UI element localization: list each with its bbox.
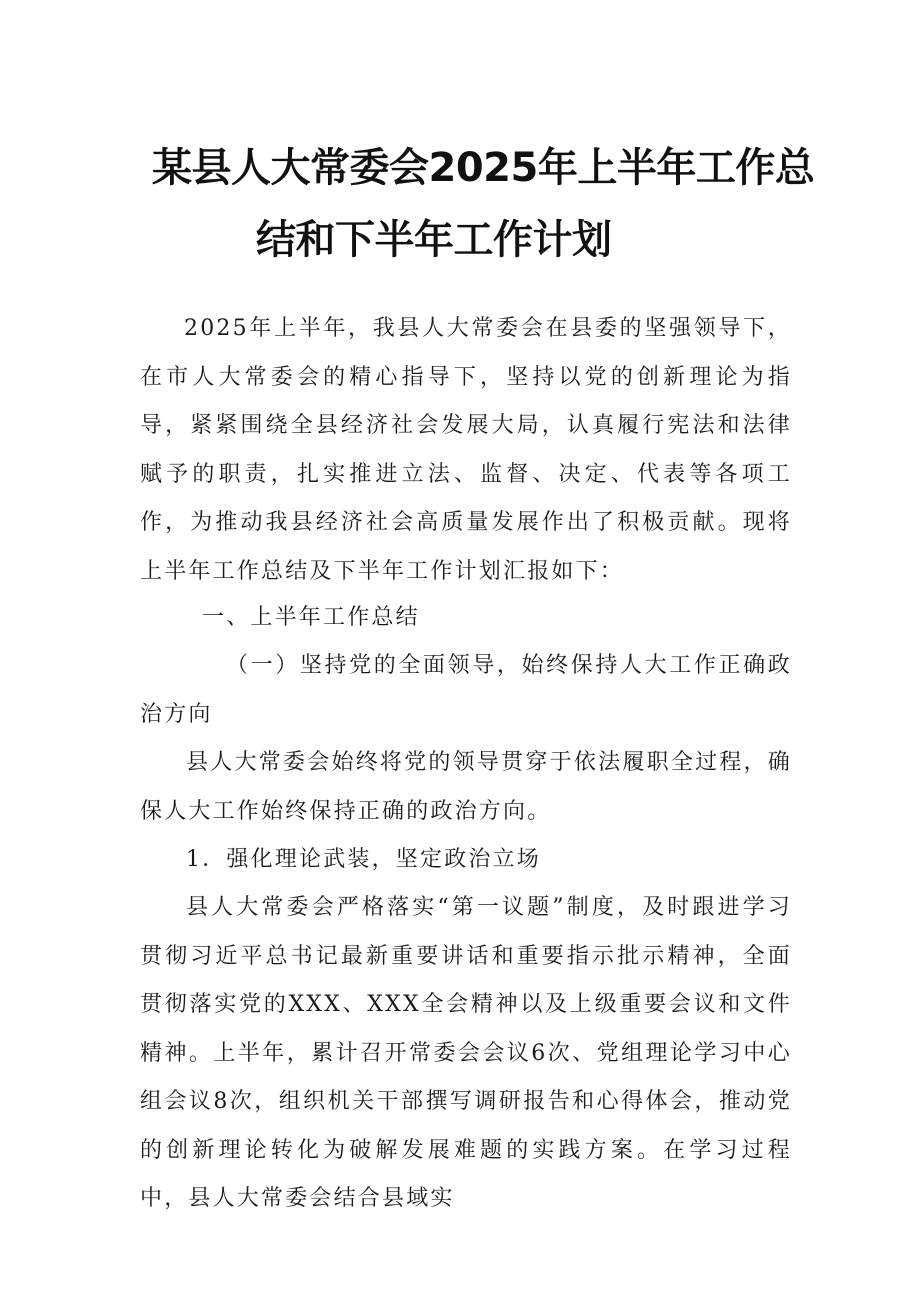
- intro-paragraph: 2025年上半年，我县人大常委会在县委的坚强领导下，在市人大常委会的精心指导下，坚持以党的创新理论为指导，紧紧围绕全县经济社会发展大局，认真履行宪法和法律赋予的职责，扎实推进立法、监督、决定、代表等各项工作，为推动我县经济社会高质量发展作出了积极贡献。现将上半年工作总结及下半年工作计划汇报如下：: [140, 316, 792, 584]
- item-paragraph: 县人大常委会严格落实“第一议题”制度，及时跟进学习贯彻习近平总书记最新重要讲话和重要指示批示精神，全面贯彻落实党的XXX、XXX全会精神以及上级重要会议和文件精神。上半年，累计召开常委会会议6次、党组理论学习中心组会议8次，组织机关干部撰写调研报告和心得体会，推动党的创新理论转化为破解发展难题的实践方案。在学习过程中，县人大常委会结合县域实: [140, 895, 792, 1211]
- document-title-line-1: 某县人大常委会2025年上半年工作总: [152, 145, 815, 191]
- section-heading: 一、上半年工作总结: [202, 605, 420, 630]
- subsection-heading: （一）坚持党的全面领导，始终保持人大工作正确政治方向: [140, 653, 792, 727]
- item-heading: 1．强化理论武装，坚定政治立场: [186, 847, 541, 872]
- subsection-paragraph: 县人大常委会始终将党的领导贯穿于依法履职全过程，确保人大工作始终保持正确的政治方向。: [140, 750, 792, 824]
- document-title-line-2: 结和下半年工作计划: [256, 217, 612, 263]
